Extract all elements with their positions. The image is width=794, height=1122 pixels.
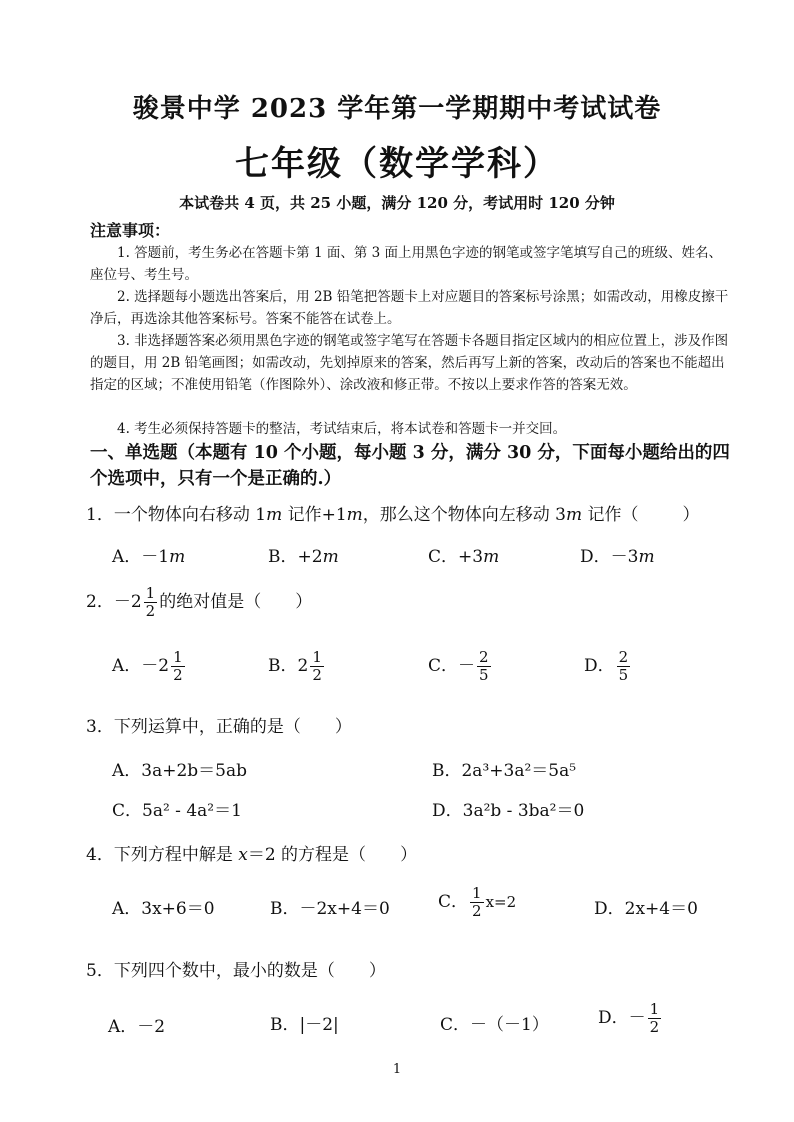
unit: m [566,505,583,525]
option-b: B．2a³+3a²＝5a⁵ [432,761,577,781]
question-close: ） [334,717,352,737]
question-close: ） [682,505,700,525]
question-number: 1． [86,505,114,525]
option-a: A．3x+6＝0 [112,899,215,919]
option-b: B．－2x+4＝0 [270,899,390,919]
question-text: 记作+1 [282,505,347,525]
option-d: D．3a²b - 3ba²＝0 [432,801,585,821]
exam-subtitle: 七年级（数学学科） [235,144,559,184]
notes-heading: 注意事项： [90,221,171,240]
option-c: C．5a² - 4a²＝1 [112,801,242,821]
question-text: 下列方程中解是 [113,845,239,865]
option-b: B．|－2| [270,1015,339,1035]
option-c: C．－ $\frac{2}{5}$ [428,648,489,684]
exam-title: 骏景中学 2023 学年第一学期期中考试试卷 [132,94,662,124]
note-item: 2. 选择题每小题选出答案后，用 2B 铅笔把答题卡上对应题目的答案标号涂黑；如需改动，用橡皮擦干净后，再选涂其他答案标号。答案不能答在试卷上。 [90,289,729,327]
question-number: 2． [86,592,114,612]
option-a: A．3a+2b＝5ab [112,761,248,781]
question-close: ） [368,961,386,981]
option-d: D．2x+4＝0 [594,899,698,919]
question-close: ） [295,592,313,612]
question-4 [86,840,417,865]
option-d: D．－ $\frac{1}{2}$ [598,1000,660,1036]
option-a: A．－1m [112,547,186,567]
question-5 [86,956,386,981]
option-a: A．－2 [108,1017,166,1037]
option-c: C． $\frac{1}{2}$ x=2 [438,884,517,920]
question-text: 的绝对值是（ [159,592,262,612]
option-b: B．2 $\frac{1}{2}$ [268,648,322,684]
question-text: 下列运算中，正确的是（ [113,717,301,737]
question-1 [86,500,700,525]
unit: m [266,505,283,525]
question-2 [86,586,312,619]
option-c: C．－（－1） [440,1015,549,1035]
question-close: ） [400,845,418,865]
option-d: D．－3m [580,547,655,567]
question-text: ，那么这个物体向左移动 3 [362,505,567,525]
exam-info: 本试卷共 4 页，共 25 小题，满分 120 分，考试用时 120 分钟 [179,194,615,212]
fraction: $\frac{1}{2}$ [145,584,156,620]
page-number: 1 [392,1062,402,1077]
variable: x [238,845,248,865]
option-d: D． $\frac{2}{5}$ [584,648,629,684]
option-c: C．+3m [428,547,500,567]
section-heading: 一、单选题（本题有 10 个小题，每小题 3 分，满分 30 分，下面每小题给出的四个选项中，只有一个是正确的.） [90,443,730,489]
question-text: 下列四个数中，最小的数是（ [113,961,335,981]
note-item: 3. 非选择题答案必须用黑色字迹的钢笔或签字笔写在答题卡各题目指定区域内的相应位置上，涉及作图的题目，用 2B 铅笔画图；如需改动，先划掉原来的答案，然后再写上新的答案，改动后的答案也不能超出指定的区域；不准使用铅笔（作图除外）、涂改液和修正带。不按以上要求作答的答案无效。 [90,333,729,393]
unit: m [346,505,363,525]
question-3 [86,712,352,737]
question-text: 记作（ [582,505,639,525]
note-item: 1. 答题前，考生务必在答题卡第 1 面、第 3 面上用黑色字迹的钢笔或签字笔填写自己的班级、姓名、座位号、考生号。 [90,245,723,283]
question-number: 5． [86,961,114,981]
question-number: 3． [86,717,114,737]
note-item: 4. 考生必须保持答题卡的整洁，考试结束后，将本试卷和答题卡一并交回。 [117,421,567,437]
mixed-number-whole: －2 [113,592,142,612]
question-number: 4． [86,845,114,865]
question-text: 一个物体向右移动 1 [113,505,267,525]
option-a: A．－2 $\frac{1}{2}$ [112,648,183,684]
question-text: ＝2 的方程是（ [247,845,367,865]
option-b: B．+2m [268,547,339,567]
